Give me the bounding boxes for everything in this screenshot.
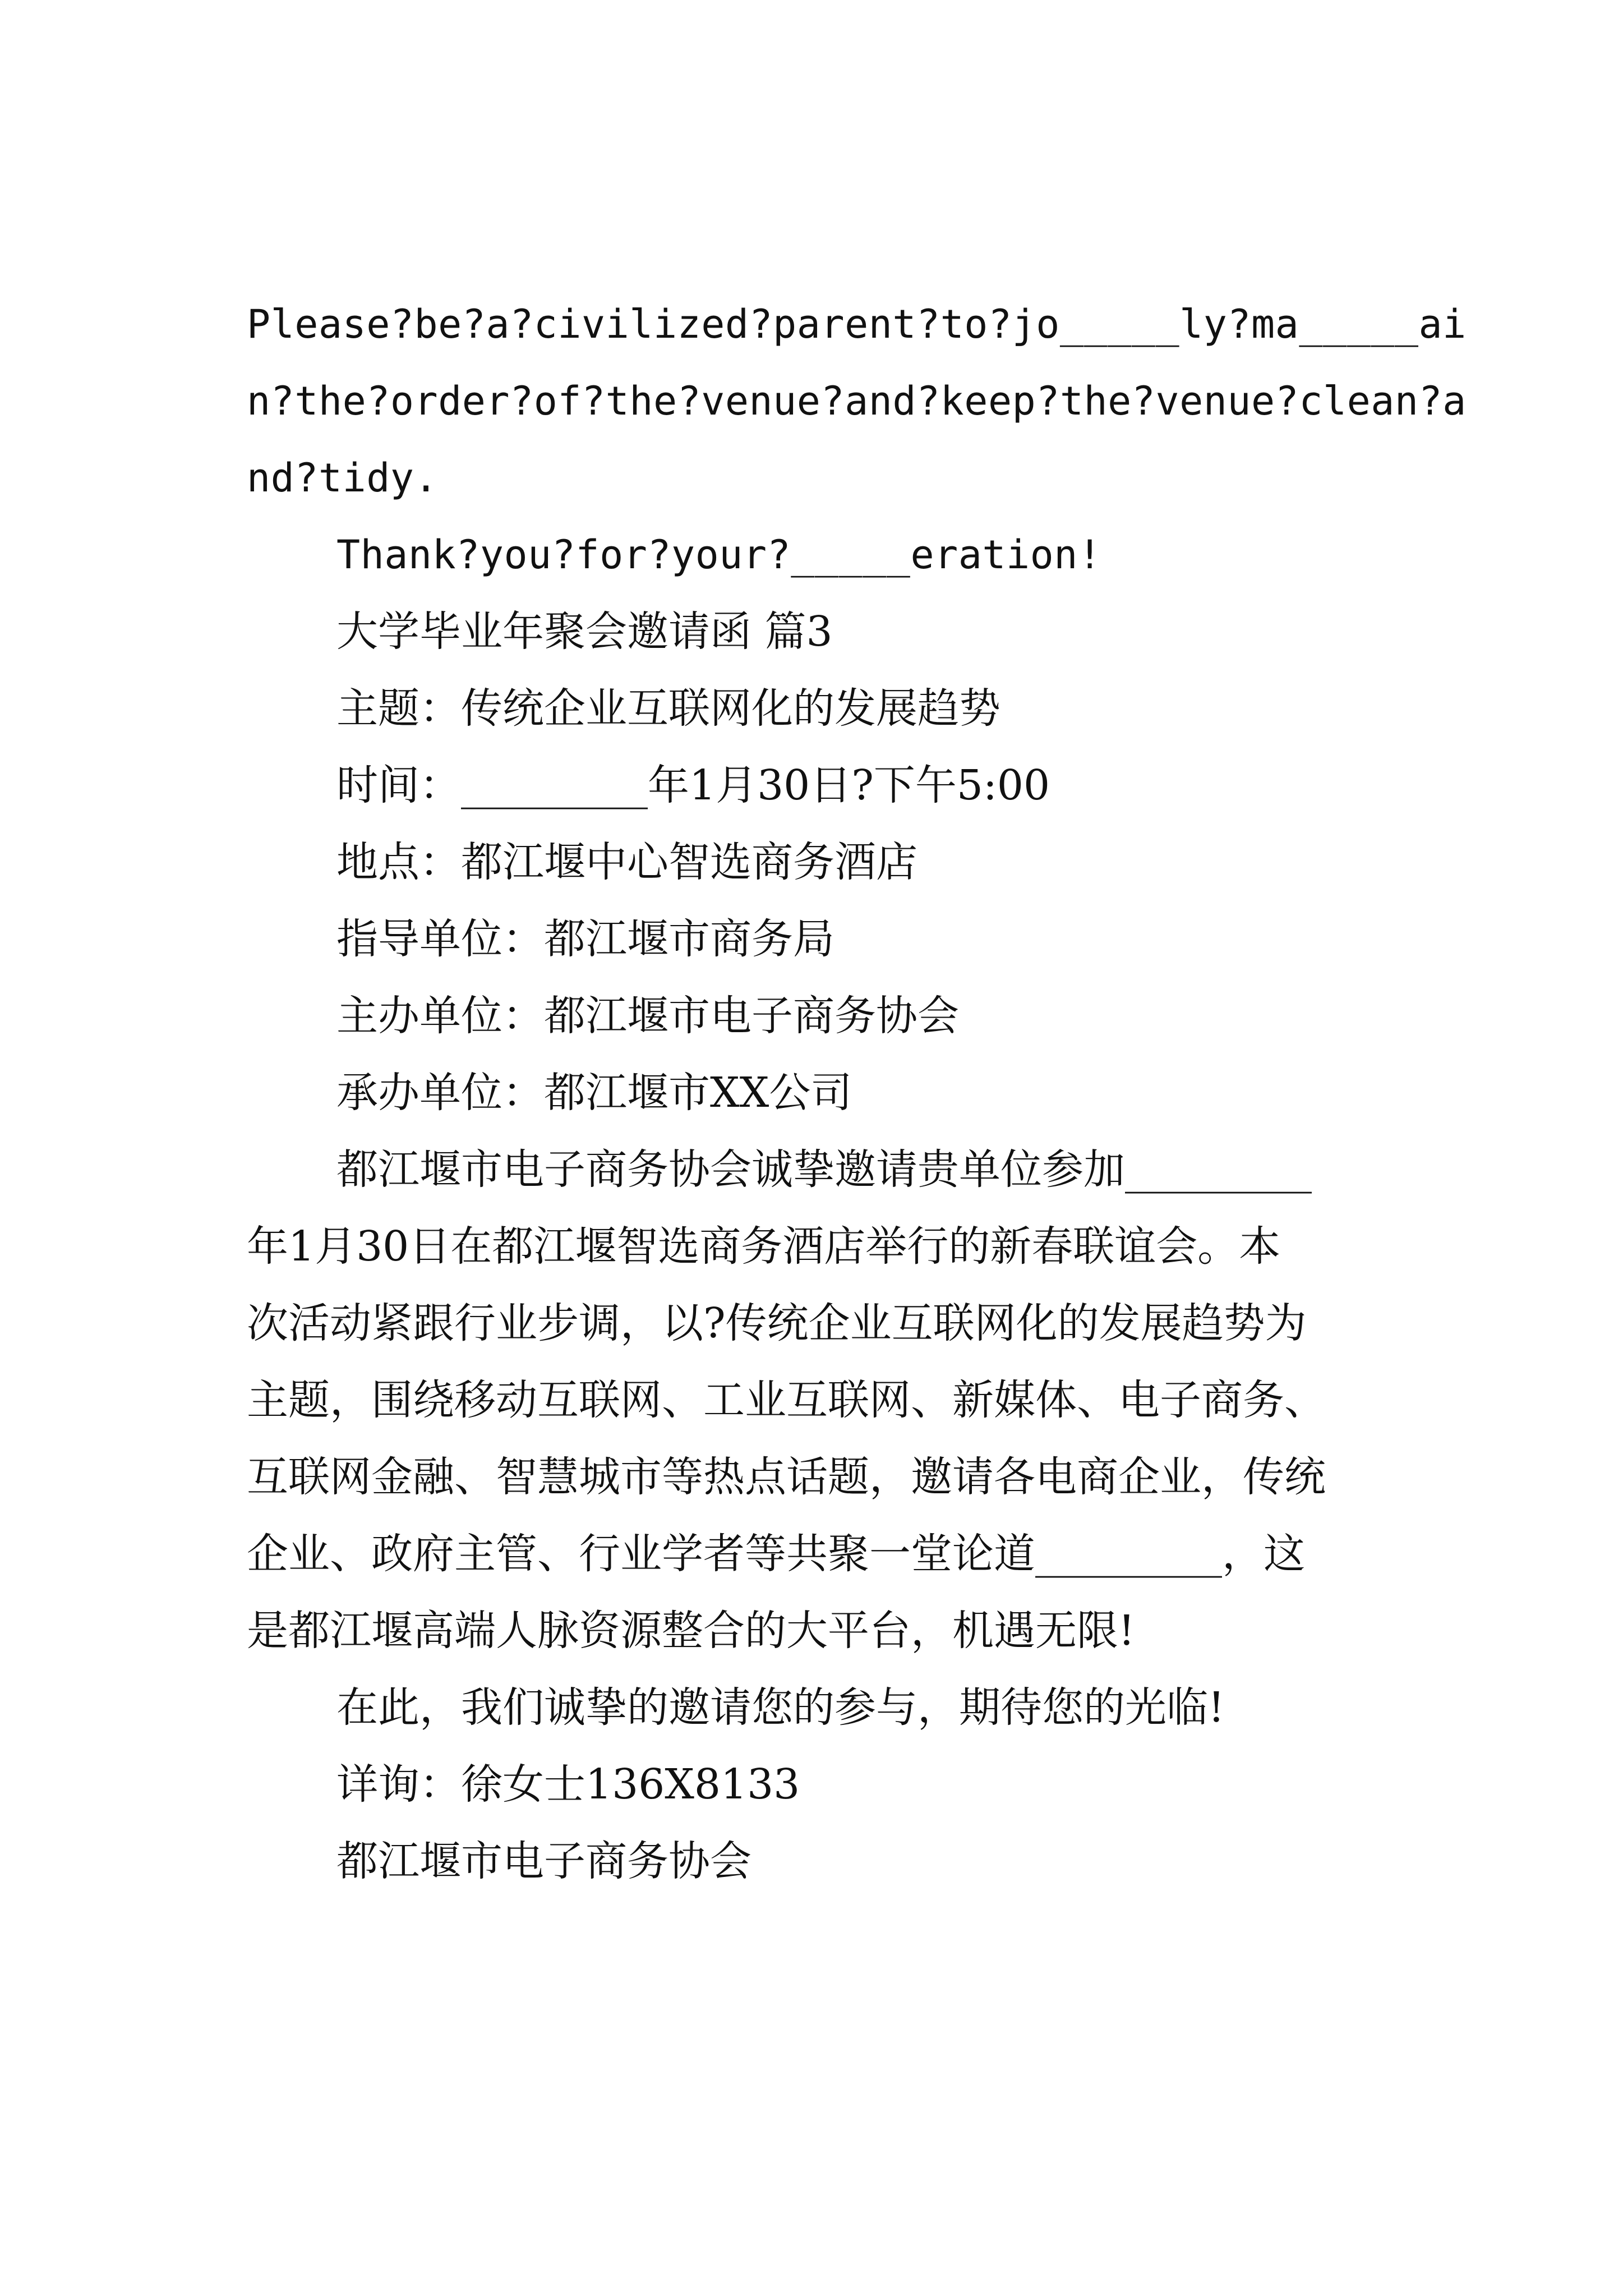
english-paragraph-line-1: Please?be?a?civilized?parent?to?jo_____ly?ma_____ai [247, 301, 1467, 347]
location-line: 地点：都江堰中心智选商务酒店 [336, 838, 917, 886]
body-line-2: 年1月30日在都江堰智选商务酒店举行的新春联谊会。本 [247, 1222, 1281, 1271]
signature-line: 都江堰市电子商务协会 [336, 1837, 751, 1885]
organizer-unit-line: 承办单位：都江堰市XX公司 [336, 1069, 852, 1117]
theme-line: 主题：传统企业互联网化的发展趋势 [336, 684, 1000, 733]
body-line-3: 次活动紧跟行业步调，以?传统企业互联网化的发展趋势为 [247, 1299, 1307, 1347]
document-body [247, 286, 1467, 1900]
english-paragraph-line-3: nd?tidy. [247, 455, 439, 501]
body-line-5: 互联网金融、智慧城市等热点话题，邀请各电商企业，传统 [247, 1453, 1326, 1501]
closing-line: 在此，我们诚挚的邀请您的参与，期待您的光临! [336, 1683, 1225, 1732]
body-line-1: 都江堰市电子商务协会诚挚邀请贵单位参加_________ [336, 1145, 1312, 1194]
contact-line: 详询：徐女士136X8133 [336, 1760, 800, 1809]
time-line: 时间：_________年1月30日?下午5:00 [336, 761, 1050, 809]
section-heading: 大学毕业年聚会邀请函 篇3 [336, 608, 833, 656]
host-unit-line: 主办单位：都江堰市电子商务协会 [336, 992, 959, 1040]
guiding-unit-line: 指导单位：都江堰市商务局 [336, 915, 834, 963]
body-line-4: 主题，围绕移动互联网、工业互联网、新媒体、电子商务、 [247, 1376, 1326, 1424]
english-paragraph-line-2: n?the?order?of?the?venue?and?keep?the?venue?clean?a [247, 378, 1467, 424]
body-line-6: 企业、政府主管、行业学者等共聚一堂论道_________，这 [247, 1530, 1305, 1578]
thank-you-line: Thank?you?for?your?_____eration! [336, 532, 1102, 578]
body-line-7: 是都江堰高端人脉资源整合的大平台，机遇无限! [247, 1607, 1135, 1655]
